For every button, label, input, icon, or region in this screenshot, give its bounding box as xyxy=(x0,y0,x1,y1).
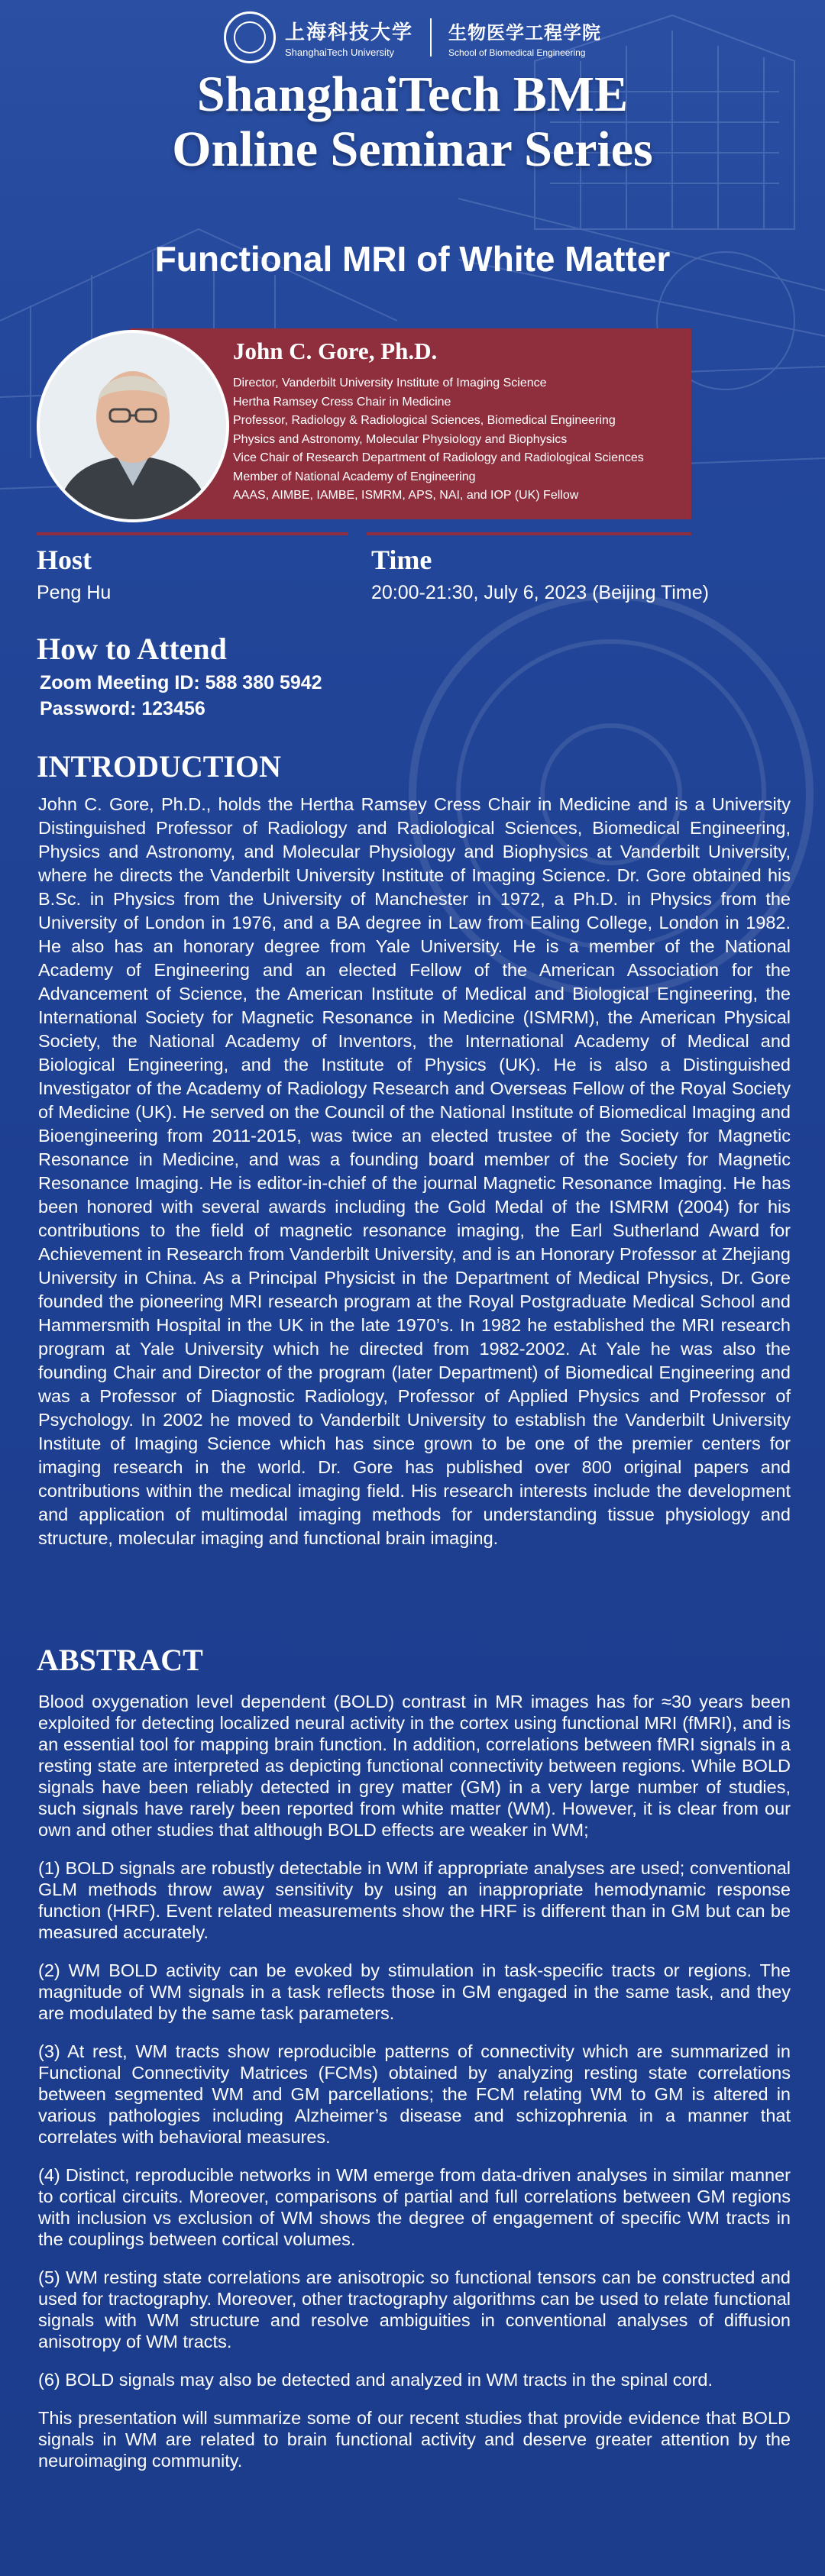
abstract-paragraph: (4) Distinct, reproducible networks in WM emerge from data-driven analyses in similar manner to cortical circuits. Moreover, comparisons of partial and full correlations between GM regions with inclusion vs exclusion of WM shows the degree of engagement of specific WM tracts in the couplings between cortical volumes. xyxy=(38,2165,791,2249)
host-heading: Host xyxy=(37,545,92,575)
university-name-en: ShanghaiTech University xyxy=(284,47,395,58)
header-divider xyxy=(430,18,432,57)
talk-title: Functional MRI of White Matter xyxy=(154,239,671,279)
abstract-paragraph: (5) WM resting state correlations are anisotropic so functional tensors can be constructed and used for tractography. Moreover, other tractography algorithms can be used to relate functional signals with WM structure and resolve ambiguities in conventional analyses of diffusion anisotropy of WM tracts. xyxy=(38,2267,791,2351)
abstract-paragraph: (1) BOLD signals are robustly detectable in WM if appropriate analyses are used; conventional GLM methods throw away sensitivity by using an inappropriate hemodynamic response function (HRF). Event related measurements show the HRF is different than in GM but can be measured accurately. xyxy=(38,1858,791,1942)
speaker-photo xyxy=(37,330,229,522)
zoom-meeting-id: Zoom Meeting ID: 588 380 5942 xyxy=(40,672,322,693)
abstract-body xyxy=(38,1691,791,2488)
introduction-text: John C. Gore, Ph.D., holds the Hertha Ramsey Cress Chair in Medicine and is a University Distinguished Professor of Radiology and Radiological Sciences, Biomedical Engineering, Physics and Astronomy, and Molecular Physiology and Biophysics at Vanderbilt University, where he directs the Vanderbilt University Institute of Imaging Science. Dr. Gore obtained his B.Sc. in Physics from the University of Manchester in 1972, a Ph.D. in Physics from the University of London in 1976, and a BA degree in Law from Ealing College, London in 1982. He also has an honorary degree from Yale University. He is a member of the National Academy of Engineering and an elected Fellow of the American Association for the Advancement of Science, the American Institute of Medical and Biological Engineering, the International Society for Magnetic Resonance in Medicine (ISMRM), the American Physical Society, the National Academy of Inventors, the International Academy of Medical and Biological Engineering, and the Institute of Physics (UK). He is also a Distinguished Investigator of the Academy of Radiology Research and Overseas Fellow of the Royal Society of Medicine (UK). He served on the Council of the National Institute of Biomedical Imaging and Bioengineering from 2011-2015, was twice an elected trustee of the Society for Magnetic Resonance in Medicine, and was a founding board member of the Society for Magnetic Resonance Imaging. He is editor-in-chief of the journal Magnetic Resonance Imaging. He has been honored with several awards including the Gold Medal of the ISMRM (2004) for his contributions to the field of magnetic resonance imaging, the Earl Sutherland Award for Achievement in Research from Vanderbilt University, and is an Honorary Professor at Zhejiang University in China. As a Principal Physicist in the Department of Medical Physics, Dr. Gore founded the pioneering MRI research program at the Royal Postgraduate Medical School and Hammersmith Hospital in the UK in the late 1970’s. In 1982 he established the MRI research program at Yale University which he directed from 1982-2002. At Yale he was also the founding Chair and Director of the program (later Department) of Biomedical Engineering and was a Professor of Diagnostic Radiology, Professor of Applied Physics and Professor of Psychology. In 2002 he moved to Vanderbilt University to establish the Vanderbilt University Institute of Imaging Science which has since grown to be one of the premier centers for imaging research in the world. Dr. Gore has published over 800 original papers and contributions within the medical imaging field. His research interests include the development and application of multimodal imaging methods for understanding tissue physiology and structure, molecular imaging and functional brain imaging. xyxy=(38,794,791,1548)
school-name-cn: 生物医学工程学院 xyxy=(448,21,601,44)
series-title-line1: ShanghaiTech BME xyxy=(196,66,629,122)
speaker-title-line: Member of National Academy of Engineering xyxy=(233,470,476,483)
host-value: Peng Hu xyxy=(37,582,112,603)
university-emblem-icon xyxy=(224,11,276,63)
university-logo xyxy=(224,11,413,63)
speaker-titles xyxy=(233,374,644,506)
introduction-heading: INTRODUCTION xyxy=(37,749,282,784)
time-value: 20:00-21:30, July 6, 2023 (Beijing Time) xyxy=(371,582,709,603)
speaker-title-line: Physics and Astronomy, Molecular Physiology and Biophysics xyxy=(233,432,568,446)
attend-heading: How to Attend xyxy=(37,632,227,666)
speaker-name: John C. Gore, Ph.D. xyxy=(233,338,438,364)
abstract-paragraph: (3) At rest, WM tracts show reproducible patterns of connectivity which are summarized in Functional Connectivity Matrices (FCMs) obtained by analyzing resting state correlations between segmented WM and GM parcellations; the FCM relating WM to GM is altered in various pathologies including Alzheimer’s disease and schizophrenia in a manner that correlates with behavioral measures. xyxy=(38,2041,791,2147)
zoom-password: Password: 123456 xyxy=(40,698,205,719)
speaker-title-line: AAAS, AIMBE, IAMBE, ISMRM, APS, NAI, and IOP (UK) Fellow xyxy=(233,489,579,502)
speaker-title-line: Vice Chair of Research Department of Radiology and Radiological Sciences xyxy=(233,451,644,464)
speaker-portrait-icon xyxy=(40,333,226,519)
speaker-title-line: Hertha Ramsey Cress Chair in Medicine xyxy=(233,395,451,409)
speaker-title-line: Professor, Radiology & Radiological Sciences, Biomedical Engineering xyxy=(233,414,616,427)
series-title-line2: Online Seminar Series xyxy=(172,121,653,177)
time-heading: Time xyxy=(371,545,432,575)
abstract-paragraph: This presentation will summarize some of our recent studies that provide evidence that BOLD signals in WM are related to brain functional activity and deserve greater attention by the neuroimaging community. xyxy=(38,2408,791,2471)
series-title xyxy=(0,67,825,177)
school-name-en: School of Biomedical Engineering xyxy=(448,47,586,58)
abstract-paragraph: (2) WM BOLD activity can be evoked by stimulation in task-specific tracts or regions. The magnitude of WM signals in a task reflects those in GM engaged in the same task, and they are modulated by the same task parameters. xyxy=(38,1960,791,2023)
header-logos xyxy=(0,9,825,66)
abstract-paragraph: Blood oxygenation level dependent (BOLD) contrast in MR images has for ≈30 years been exploited for detecting localized neural activity in the cortex using functional MRI (fMRI), and is an essential tool for mapping brain function. In addition, correlations between fMRI signals in a resting state are interpreted as depicting functional connectivity between regions. While BOLD signals have been reliably detected in grey matter (GM) in a very large number of studies, such signals have rarely been reported from white matter (WM). However, it is clear from our own and other studies that although BOLD effects are weaker in WM; xyxy=(38,1692,791,1840)
time-divider xyxy=(367,532,691,535)
speaker-title-line: Director, Vanderbilt University Institute of Imaging Science xyxy=(233,377,547,389)
host-divider xyxy=(37,532,348,535)
abstract-heading: ABSTRACT xyxy=(37,1643,203,1677)
school-logo xyxy=(448,18,601,58)
abstract-paragraph: (6) BOLD signals may also be detected and analyzed in WM tracts in the spinal cord. xyxy=(38,2370,713,2390)
university-name-cn: 上海科技大学 xyxy=(284,21,413,44)
